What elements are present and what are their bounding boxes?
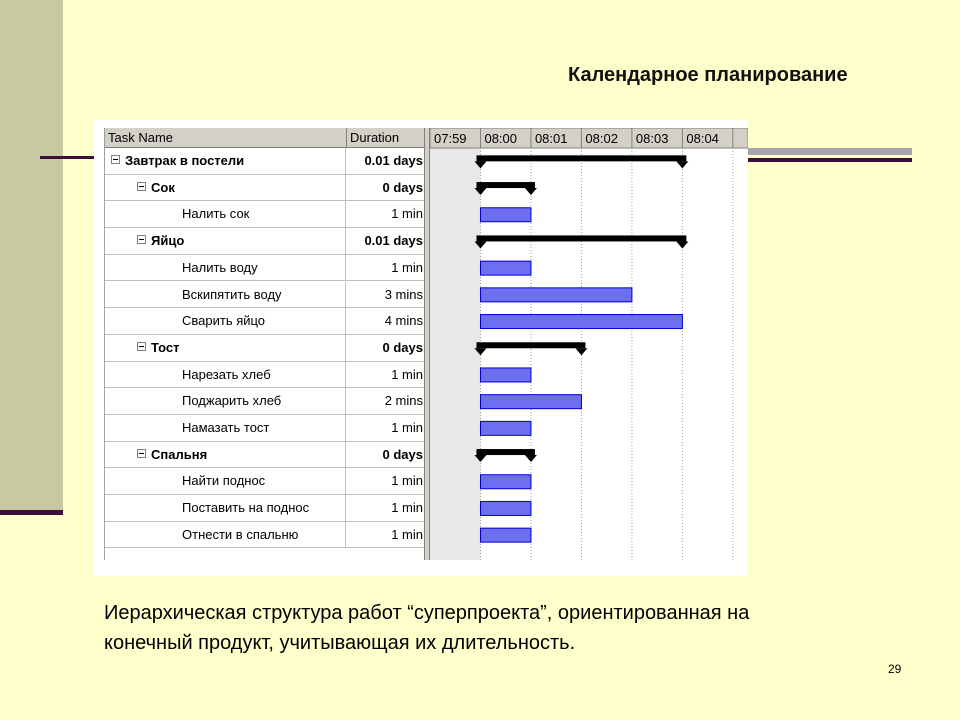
- summary-bar: [476, 235, 686, 241]
- tick-label: 08:01: [534, 131, 568, 146]
- table-row[interactable]: [105, 282, 427, 309]
- column-separator: [345, 388, 346, 414]
- header-duration[interactable]: Duration: [347, 128, 427, 148]
- table-row[interactable]: [105, 495, 427, 522]
- side-decor-band: [0, 0, 63, 510]
- task-name: Нарезать хлеб: [182, 366, 271, 382]
- tick-label: 08:00: [484, 131, 518, 146]
- collapse-icon[interactable]: [137, 449, 146, 458]
- tick-label: 08:03: [635, 131, 669, 146]
- tick-label: 07:59: [434, 131, 467, 146]
- column-separator: [345, 148, 346, 174]
- slide-caption: Иерархическая структура работ “суперпроекта”, ориентированная на конечный продукт, учитывающая их длительность.: [104, 602, 750, 654]
- table-row[interactable]: [105, 442, 427, 469]
- summary-bar: [476, 342, 585, 348]
- task-duration: 1 min: [391, 259, 423, 275]
- collapse-icon[interactable]: [111, 155, 120, 164]
- column-separator: [345, 282, 346, 308]
- task-bar: [480, 395, 581, 409]
- task-bar: [480, 368, 530, 382]
- table-row[interactable]: [105, 228, 427, 255]
- column-separator: [345, 495, 346, 521]
- task-name: Намазать тост: [182, 420, 270, 435]
- task-name: Поставить на поднос: [182, 500, 310, 516]
- task-bar: [480, 261, 530, 275]
- task-name: Спальня: [151, 446, 208, 462]
- task-duration: 1 min: [391, 366, 423, 382]
- table-row[interactable]: [105, 308, 427, 335]
- summary-bar: [476, 449, 534, 455]
- task-bar: [480, 501, 530, 515]
- task-table: [104, 128, 427, 560]
- task-duration: 0 days: [382, 446, 423, 462]
- table-row[interactable]: [105, 468, 427, 495]
- task-name: Отнести в спальню: [182, 526, 299, 542]
- task-duration: 1 min: [391, 206, 423, 222]
- collapse-icon[interactable]: [137, 342, 146, 351]
- summary-bar: [476, 155, 686, 161]
- task-name: Вскипятить воду: [182, 286, 282, 302]
- task-duration: 0 days: [382, 339, 423, 355]
- gantt-chart: [430, 128, 748, 560]
- task-bar: [480, 475, 530, 489]
- task-name: Найти поднос: [182, 473, 266, 489]
- column-separator: [345, 362, 346, 388]
- table-row[interactable]: [105, 201, 427, 228]
- task-duration: 0 days: [382, 179, 423, 195]
- task-name: Налить сок: [182, 206, 250, 222]
- column-separator: [345, 335, 346, 361]
- task-bar: [480, 288, 631, 302]
- collapse-icon[interactable]: [137, 235, 146, 244]
- summary-end-marker: [676, 161, 688, 168]
- task-name: Налить воду: [182, 259, 258, 275]
- summary-end-marker: [575, 348, 587, 355]
- table-row[interactable]: [105, 175, 427, 202]
- task-duration: 4 mins: [384, 313, 423, 329]
- title-rule-right-dark: [748, 158, 912, 162]
- summary-end-marker: [525, 188, 537, 195]
- task-bar: [480, 208, 530, 222]
- summary-bar: [476, 182, 534, 188]
- table-row[interactable]: [105, 148, 427, 175]
- task-duration: 0.01 days: [364, 233, 423, 249]
- task-duration: 1 min: [391, 526, 423, 542]
- tick-label: 08:02: [585, 131, 618, 146]
- table-row[interactable]: [105, 255, 427, 282]
- task-duration: 2 mins: [384, 393, 423, 409]
- column-separator: [345, 468, 346, 494]
- table-row[interactable]: [105, 415, 427, 442]
- table-row[interactable]: [105, 335, 427, 362]
- task-duration: 0.01 days: [364, 153, 423, 168]
- page-number: 29: [888, 662, 902, 676]
- task-duration: 1 min: [391, 500, 423, 516]
- gantt-screenshot: [94, 120, 748, 576]
- column-separator: [345, 308, 346, 334]
- task-bar: [480, 315, 682, 329]
- table-row[interactable]: [105, 522, 427, 549]
- slide-title: Календарное планирование: [568, 64, 848, 86]
- task-name: Яйцо: [151, 233, 185, 249]
- summary-end-marker: [676, 241, 688, 248]
- column-separator: [345, 175, 346, 201]
- title-rule-right: [748, 148, 912, 155]
- task-name: Сок: [151, 179, 175, 195]
- summary-end-marker: [525, 455, 537, 462]
- tick-label: 08:04: [686, 131, 719, 146]
- side-decor-line: [0, 510, 63, 515]
- column-separator: [345, 228, 346, 254]
- column-separator: [345, 255, 346, 281]
- task-bar: [480, 421, 530, 435]
- task-duration: 1 min: [391, 473, 423, 489]
- column-separator: [345, 201, 346, 227]
- column-separator: [345, 415, 346, 441]
- task-duration: 1 min: [391, 420, 423, 435]
- collapse-icon[interactable]: [137, 182, 146, 191]
- table-row[interactable]: [105, 388, 427, 415]
- column-separator: [345, 522, 346, 548]
- task-duration: 3 mins: [384, 286, 423, 302]
- task-bar: [480, 528, 530, 542]
- task-name: Сварить яйцо: [182, 313, 266, 329]
- header-task-name[interactable]: Task Name: [105, 128, 347, 148]
- table-row[interactable]: [105, 362, 427, 389]
- task-name: Поджарить хлеб: [182, 393, 282, 409]
- column-separator: [345, 442, 346, 468]
- task-name: Завтрак в постели: [125, 153, 245, 168]
- task-name: Тост: [151, 339, 180, 355]
- nonworking-time-shade: [430, 148, 480, 560]
